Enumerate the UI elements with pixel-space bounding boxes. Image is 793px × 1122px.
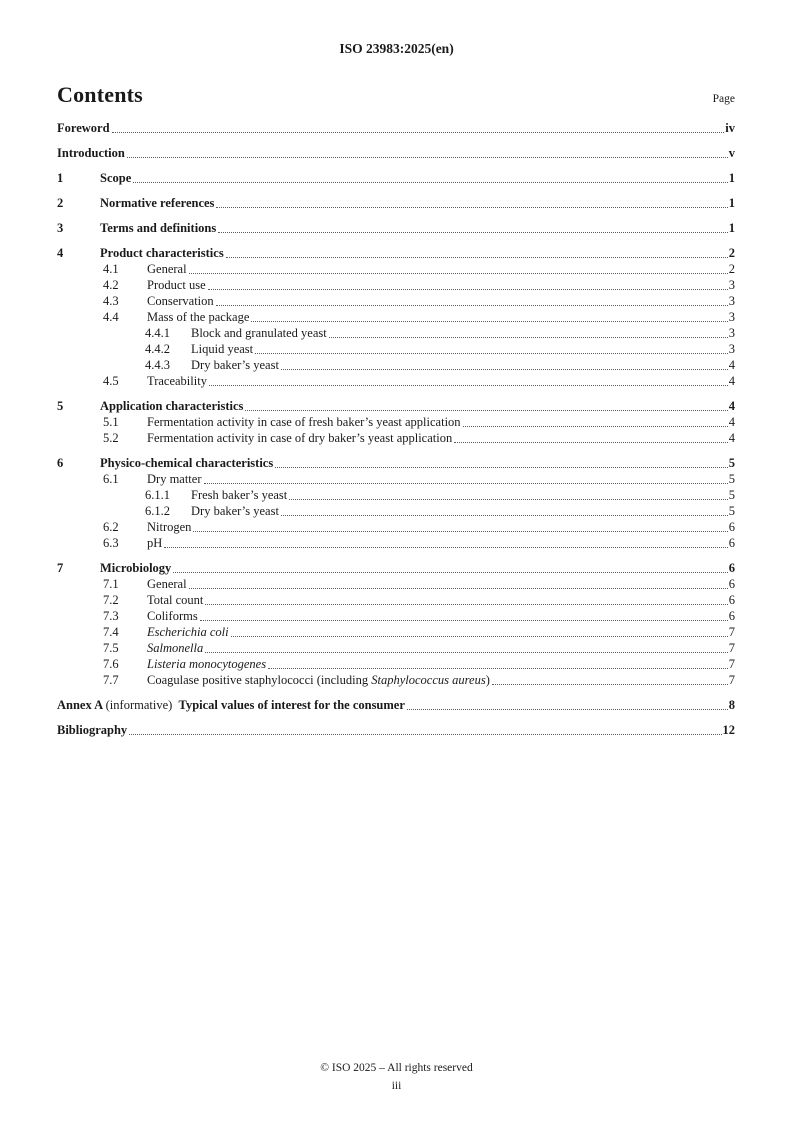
toc-entry-label — [100, 398, 243, 414]
toc-entry — [57, 120, 735, 136]
toc-entry-number: 7.4 — [103, 625, 119, 639]
toc-entry-label — [147, 414, 461, 430]
toc-entry — [57, 576, 735, 592]
dot-leader — [208, 277, 728, 290]
toc-entry-page: 5 — [728, 504, 735, 518]
toc-label-segment: Nitrogen — [147, 520, 192, 534]
toc-entry-number: 5 — [57, 399, 64, 413]
toc-entry-page: 3 — [728, 326, 735, 340]
toc-entry-label — [147, 672, 490, 688]
toc-entry-number: 4.5 — [103, 374, 119, 388]
dot-leader — [164, 535, 727, 548]
toc-entry-label — [147, 535, 162, 551]
toc-entry-number: 3 — [57, 221, 64, 235]
toc-entry-page: 3 — [728, 294, 735, 308]
toc-entry-page: v — [728, 146, 735, 160]
toc-entry-number: 4.1 — [103, 262, 119, 276]
toc-entry-number: 7.7 — [103, 673, 119, 687]
toc-entry-page: 4 — [728, 399, 735, 413]
toc-entry-number: 4.4 — [103, 310, 119, 324]
toc-entry-page: 4 — [728, 374, 735, 388]
toc-entry-label — [100, 245, 224, 261]
toc-entry-page: iv — [725, 121, 735, 135]
dot-leader — [245, 398, 727, 411]
toc-entry-page: 6 — [728, 609, 735, 623]
toc-entry-label — [147, 373, 207, 389]
dot-leader — [268, 656, 728, 669]
dot-leader — [251, 309, 727, 322]
dot-leader — [205, 640, 728, 653]
toc-entry — [57, 455, 735, 471]
toc-entry — [57, 398, 735, 414]
toc-entry-page: 3 — [728, 278, 735, 292]
toc-entry-label — [147, 471, 202, 487]
page-footer — [0, 1059, 793, 1095]
toc-entry-label — [57, 145, 125, 161]
toc-label-segment: Product characteristics — [100, 246, 224, 260]
dot-leader — [231, 624, 728, 637]
toc-entry-number: 6.1.1 — [145, 488, 170, 502]
toc-entry-label — [57, 120, 110, 136]
toc-entry-label — [147, 309, 249, 325]
toc-entry-label — [100, 455, 273, 471]
toc-entry-page: 7 — [728, 657, 735, 671]
toc-label-segment: Physico-chemical characteristics — [100, 456, 274, 470]
toc-entry-page: 5 — [728, 488, 735, 502]
toc-entry-label — [147, 519, 191, 535]
toc-label-segment: Traceability — [147, 374, 207, 388]
toc-label-segment: Dry baker’s yeast — [191, 358, 279, 372]
dot-leader — [205, 592, 727, 605]
toc-entry — [57, 722, 735, 738]
toc-entry-page: 1 — [728, 196, 735, 210]
toc-entry-label — [191, 357, 279, 373]
toc-label-segment: Application characteristics — [100, 399, 244, 413]
contents-title: Contents — [57, 82, 143, 107]
toc-label-segment: Annex A — [57, 698, 106, 712]
toc-label-segment: Dry matter — [147, 472, 202, 486]
toc-entry — [57, 430, 735, 446]
toc-label-segment: Staphylococcus aureus — [371, 673, 486, 687]
toc-label-segment: Foreword — [57, 121, 110, 135]
toc-entry-label — [147, 656, 266, 672]
copyright-notice: © ISO 2025 – All rights reserved — [320, 1062, 473, 1074]
toc-entry-number: 7.6 — [103, 657, 119, 671]
toc-label-segment: (informative) — [105, 698, 179, 712]
dot-leader — [226, 245, 728, 258]
dot-leader — [255, 341, 728, 354]
toc-entry-number: 6.3 — [103, 536, 119, 550]
toc-entry-label — [191, 325, 327, 341]
toc-entry-label — [191, 503, 279, 519]
toc-entry-label — [100, 560, 171, 576]
toc-entry — [57, 608, 735, 624]
toc-entry — [57, 245, 735, 261]
toc-entry-number: 6.1 — [103, 472, 119, 486]
toc-label-segment: pH — [147, 536, 163, 550]
toc-label-segment: Terms and definitions — [100, 221, 217, 235]
toc-entry — [57, 471, 735, 487]
toc-entry-label — [147, 640, 203, 656]
dot-leader — [463, 414, 728, 427]
toc-label-segment: ) — [485, 673, 490, 687]
dot-leader — [454, 430, 728, 443]
toc-entry-number: 4.4.1 — [145, 326, 170, 340]
toc-entry-label — [57, 722, 127, 738]
toc-label-segment: Liquid yeast — [191, 342, 254, 356]
toc-label-segment: Fermentation activity in case of fresh baker’s yeast application — [147, 415, 461, 429]
toc-entry-number: 7.5 — [103, 641, 119, 655]
toc-entry — [57, 592, 735, 608]
toc-entry-label — [147, 592, 203, 608]
toc-entry-number: 7.2 — [103, 593, 119, 607]
dot-leader — [289, 487, 727, 500]
toc-entry-number: 7 — [57, 561, 64, 575]
toc-entry — [57, 640, 735, 656]
toc-entry-page: 6 — [728, 520, 735, 534]
toc-entry-page: 8 — [728, 698, 735, 712]
toc-entry — [57, 293, 735, 309]
toc-label-segment: General — [147, 262, 187, 276]
toc-label-segment: Escherichia coli — [147, 625, 229, 639]
dot-leader — [407, 697, 728, 710]
toc-entry-number: 2 — [57, 196, 64, 210]
dot-leader — [281, 503, 728, 516]
dot-leader — [127, 145, 728, 158]
toc-entry-page: 1 — [728, 171, 735, 185]
toc-entry-label — [100, 195, 214, 211]
toc-entry — [57, 487, 735, 503]
toc-entry-label — [147, 277, 206, 293]
toc-entry-label — [191, 341, 253, 357]
toc-entry-label — [100, 220, 216, 236]
dot-leader — [275, 455, 728, 468]
toc-entry — [57, 357, 735, 373]
toc-entry-label — [147, 608, 198, 624]
toc-label-segment: Total count — [147, 593, 204, 607]
dot-leader — [193, 519, 727, 532]
folio-page-number: iii — [391, 1080, 402, 1092]
toc-entry — [57, 145, 735, 161]
dot-leader — [216, 195, 727, 208]
dot-leader — [209, 373, 728, 386]
toc-label-segment: Bibliography — [57, 723, 128, 737]
toc-label-segment: Coagulase positive staphylococci (including — [147, 673, 372, 687]
toc-entry-label — [191, 487, 287, 503]
dot-leader — [281, 357, 728, 370]
toc-entry — [57, 624, 735, 640]
toc-entry — [57, 170, 735, 186]
toc-label-segment: Block and granulated yeast — [191, 326, 327, 340]
toc-entry-number: 7.1 — [103, 577, 119, 591]
toc-entry-page: 12 — [722, 723, 735, 737]
toc-entry — [57, 261, 735, 277]
dot-leader — [189, 576, 728, 589]
toc-entry-page: 6 — [728, 577, 735, 591]
dot-leader — [112, 120, 725, 133]
toc-entry-number: 6.2 — [103, 520, 119, 534]
toc-entry-page: 6 — [728, 561, 735, 575]
toc-entry-number: 5.1 — [103, 415, 119, 429]
toc-entry — [57, 656, 735, 672]
toc-entry-page: 7 — [728, 673, 735, 687]
toc-entry-number: 4.2 — [103, 278, 119, 292]
toc-entry-label — [147, 430, 452, 446]
toc-label-segment: Dry baker’s yeast — [191, 504, 279, 518]
toc-label-segment: Introduction — [57, 146, 125, 160]
dot-leader — [189, 261, 728, 274]
dot-leader — [216, 293, 728, 306]
dot-leader — [133, 170, 728, 183]
toc-entry-page: 4 — [728, 415, 735, 429]
toc-entry-page: 4 — [728, 358, 735, 372]
dot-leader — [204, 471, 728, 484]
toc-entry — [57, 325, 735, 341]
toc-entry-page: 3 — [728, 342, 735, 356]
toc-entry-number: 7.3 — [103, 609, 119, 623]
toc-label-segment: Salmonella — [147, 641, 204, 655]
dot-leader — [200, 608, 728, 621]
toc-entry — [57, 277, 735, 293]
dot-leader — [329, 325, 728, 338]
dot-leader — [173, 560, 727, 573]
toc-entry-page: 1 — [728, 221, 735, 235]
toc-entry-page: 6 — [728, 593, 735, 607]
toc-entry-label — [147, 624, 229, 640]
toc-entry — [57, 195, 735, 211]
toc-entry-page: 5 — [728, 472, 735, 486]
toc-entry-page: 3 — [728, 310, 735, 324]
toc-entry — [57, 519, 735, 535]
toc-label-segment: Microbiology — [100, 561, 172, 575]
toc-entry-number: 1 — [57, 171, 64, 185]
toc-label-segment: Fresh baker’s yeast — [191, 488, 288, 502]
toc-entry — [57, 503, 735, 519]
dot-leader — [129, 722, 721, 735]
toc-entry-number: 6 — [57, 456, 64, 470]
toc-entry-page: 4 — [728, 431, 735, 445]
toc-label-segment: Conservation — [147, 294, 214, 308]
toc-entry-number: 4.3 — [103, 294, 119, 308]
toc-label-segment: Product use — [147, 278, 206, 292]
toc-entry — [57, 373, 735, 389]
toc-entry-page: 7 — [728, 641, 735, 655]
toc-entry-page: 2 — [728, 246, 735, 260]
toc-entry-number: 4.4.3 — [145, 358, 170, 372]
toc-entry — [57, 697, 735, 713]
toc-entry-label — [147, 576, 187, 592]
toc-entry-label — [100, 170, 131, 186]
toc-entry — [57, 309, 735, 325]
toc-entry-label — [147, 261, 187, 277]
dot-leader — [218, 220, 728, 233]
toc-entry — [57, 220, 735, 236]
toc-entry-label — [147, 293, 214, 309]
toc-label-segment: Typical values of interest for the consumer — [178, 698, 405, 712]
toc-entry-number: 5.2 — [103, 431, 119, 445]
toc-label-segment: Scope — [100, 171, 132, 185]
toc-entry-label — [57, 697, 405, 713]
document-reference-header: ISO 23983:2025(en) — [339, 41, 454, 56]
toc-list — [57, 120, 735, 738]
toc-entry-number: 6.1.2 — [145, 504, 170, 518]
toc-entry-page: 7 — [728, 625, 735, 639]
toc-entry-number: 4 — [57, 246, 64, 260]
toc-label-segment: General — [147, 577, 187, 591]
page-column-label: Page — [712, 93, 735, 105]
toc-entry — [57, 341, 735, 357]
toc-label-segment: Mass of the package — [147, 310, 250, 324]
dot-leader — [492, 672, 728, 685]
toc-entry-page: 5 — [728, 456, 735, 470]
toc-entry — [57, 560, 735, 576]
toc-label-segment: Listeria monocytogenes — [147, 657, 267, 671]
toc-entry-number: 4.4.2 — [145, 342, 170, 356]
toc-entry — [57, 672, 735, 688]
toc-entry — [57, 414, 735, 430]
toc-label-segment: Fermentation activity in case of dry baker’s yeast application — [147, 431, 453, 445]
toc-entry — [57, 535, 735, 551]
toc-label-segment: Normative references — [100, 196, 215, 210]
contents-header-bar — [57, 82, 735, 108]
toc-entry-page: 6 — [728, 536, 735, 550]
toc-entry-page: 2 — [728, 262, 735, 276]
toc-label-segment: Coliforms — [147, 609, 198, 623]
